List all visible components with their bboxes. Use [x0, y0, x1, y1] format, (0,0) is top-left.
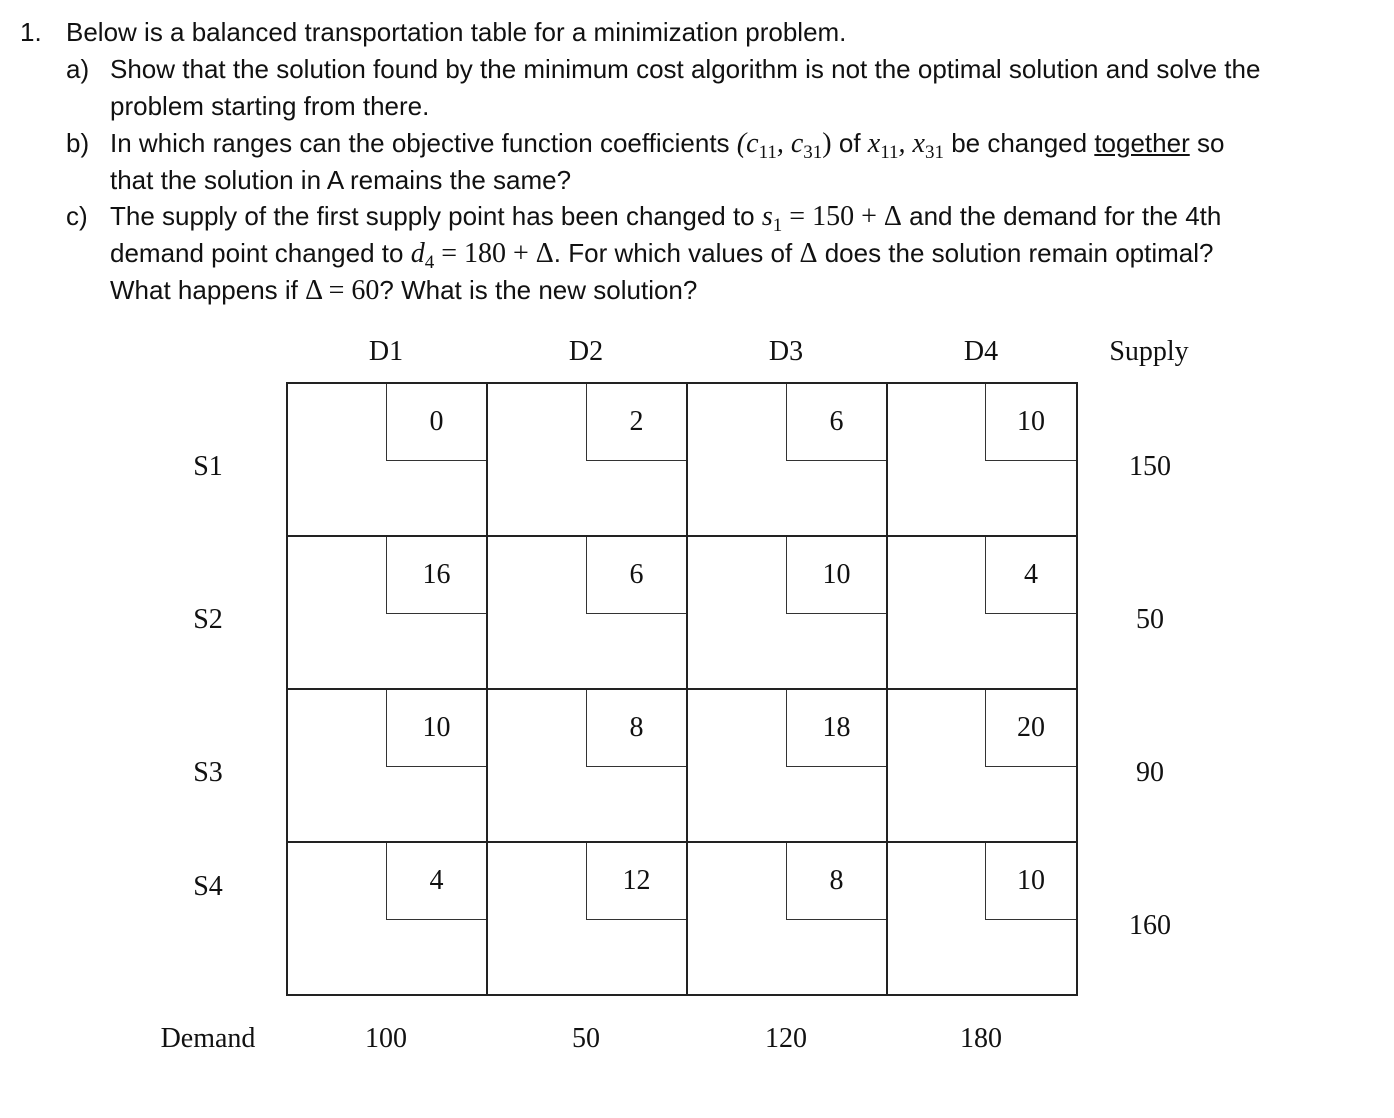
- cost-box-s1-d2: 2: [586, 384, 686, 461]
- table-cell-s2-d4: [886, 535, 1078, 690]
- part-c-line3-post: ? What is the new solution?: [379, 275, 698, 305]
- coefficients-expr: ($c_{11}$, $c_{31}$): [736, 128, 832, 163]
- supply-value-s4: 160: [1129, 910, 1171, 941]
- part-b-pre: In which ranges can the objective function coefficients: [110, 128, 730, 158]
- cost-box-s2-d2: 6: [586, 537, 686, 614]
- cost-box-s3-d3: 18: [786, 690, 886, 767]
- supply-value-s2: 50: [1136, 604, 1164, 635]
- table-cell-s1-d4: [886, 382, 1078, 537]
- table-cell-s2-d3: [686, 535, 888, 690]
- question-intro: Below is a balanced transportation table for a minimization problem.: [66, 17, 847, 47]
- table-cell-s4-d3: [686, 841, 888, 996]
- table-cell-s3-d3: [686, 688, 888, 843]
- row-label-s3: S3: [193, 757, 223, 788]
- part-c-mid: and the demand for the 4th: [909, 201, 1222, 231]
- demand-value-d2: 50: [572, 1023, 600, 1054]
- table-cell-s3-d1: [286, 688, 488, 843]
- table-cell-s4-d1: [286, 841, 488, 996]
- cost-box-s4-d3: 8: [786, 843, 886, 920]
- part-c-line2-mid: . For which values of: [553, 238, 793, 268]
- cost-box-s4-d4: 10: [985, 843, 1076, 920]
- delta-symbol: Δ: [799, 238, 818, 269]
- row-label-s1: S1: [193, 451, 223, 482]
- table-cell-s2-d2: [486, 535, 688, 690]
- row-label-s2: S2: [193, 604, 223, 635]
- part-c-line2-pre: demand point changed to: [110, 238, 404, 268]
- demand-value-d3: 120: [765, 1023, 807, 1054]
- cost-box-s2-d1: 16: [386, 537, 486, 614]
- cost-box-s3-d4: 20: [985, 690, 1076, 767]
- part-b-of: of: [838, 128, 861, 158]
- together-underlined: together: [1094, 128, 1190, 158]
- table-cell-s4-d4: [886, 841, 1078, 996]
- demand-label: Demand: [160, 1023, 256, 1054]
- supply-value-s1: 150: [1129, 451, 1171, 482]
- cost-box-s2-d3: 10: [786, 537, 886, 614]
- part-c-label: c): [66, 201, 88, 231]
- question-number: 1.: [20, 17, 42, 47]
- part-c-line3: [110, 272, 697, 309]
- supply-value-s3: 90: [1136, 757, 1164, 788]
- table-cell-s2-d1: [286, 535, 488, 690]
- table-cell-s3-d2: [486, 688, 688, 843]
- part-b-be: be changed: [951, 128, 1088, 158]
- demand-value-d4: 180: [960, 1023, 1002, 1054]
- row-label-s4: S4: [193, 871, 223, 902]
- cost-box-s4-d1: 4: [386, 843, 486, 920]
- part-a-line1: Show that the solution found by the minimum cost algorithm is not the optimal solution and solve the: [110, 54, 1261, 84]
- part-b-line2: that the solution in A remains the same?: [110, 165, 572, 195]
- table-cell-s1-d1: [286, 382, 488, 537]
- table-cell-s1-d3: [686, 382, 888, 537]
- cost-box-s1-d4: 10: [985, 384, 1076, 461]
- column-header-d4: D4: [963, 336, 999, 367]
- part-a-line2: problem starting from there.: [110, 91, 430, 121]
- cost-box-s4-d2: 12: [586, 843, 686, 920]
- cost-box-s1-d3: 6: [786, 384, 886, 461]
- cost-box-s1-d1: 0: [386, 384, 486, 461]
- column-header-d2: D2: [568, 336, 604, 367]
- supply-header: Supply: [1109, 336, 1189, 367]
- table-cell-s4-d2: [486, 841, 688, 996]
- cost-box-s3-d2: 8: [586, 690, 686, 767]
- part-b-label: b): [66, 128, 90, 158]
- table-cell-s1-d2: [486, 382, 688, 537]
- part-c-pre: The supply of the first supply point has been changed to: [110, 201, 755, 231]
- demand-value-d1: 100: [365, 1023, 407, 1054]
- cost-box-s2-d4: 4: [985, 537, 1076, 614]
- part-c-line3-pre: What happens if: [110, 275, 298, 305]
- column-header-d1: D1: [368, 336, 404, 367]
- part-c-line2-post: does the solution remain optimal?: [824, 238, 1214, 268]
- column-header-d3: D3: [768, 336, 804, 367]
- part-b-so: so: [1196, 128, 1225, 158]
- demand-expr: $d_4 = 180 + \Delta$: [410, 238, 554, 273]
- variables-expr: $x_{11}$, $x_{31}$: [867, 128, 944, 163]
- supply-expr: $s_1 = 150 + \Delta$: [761, 201, 902, 236]
- table-cell-s3-d4: [886, 688, 1078, 843]
- transportation-table: [286, 382, 1078, 996]
- delta-value-expr: Δ = 60: [305, 275, 380, 306]
- cost-box-s3-d1: 10: [386, 690, 486, 767]
- part-a-label: a): [66, 54, 90, 84]
